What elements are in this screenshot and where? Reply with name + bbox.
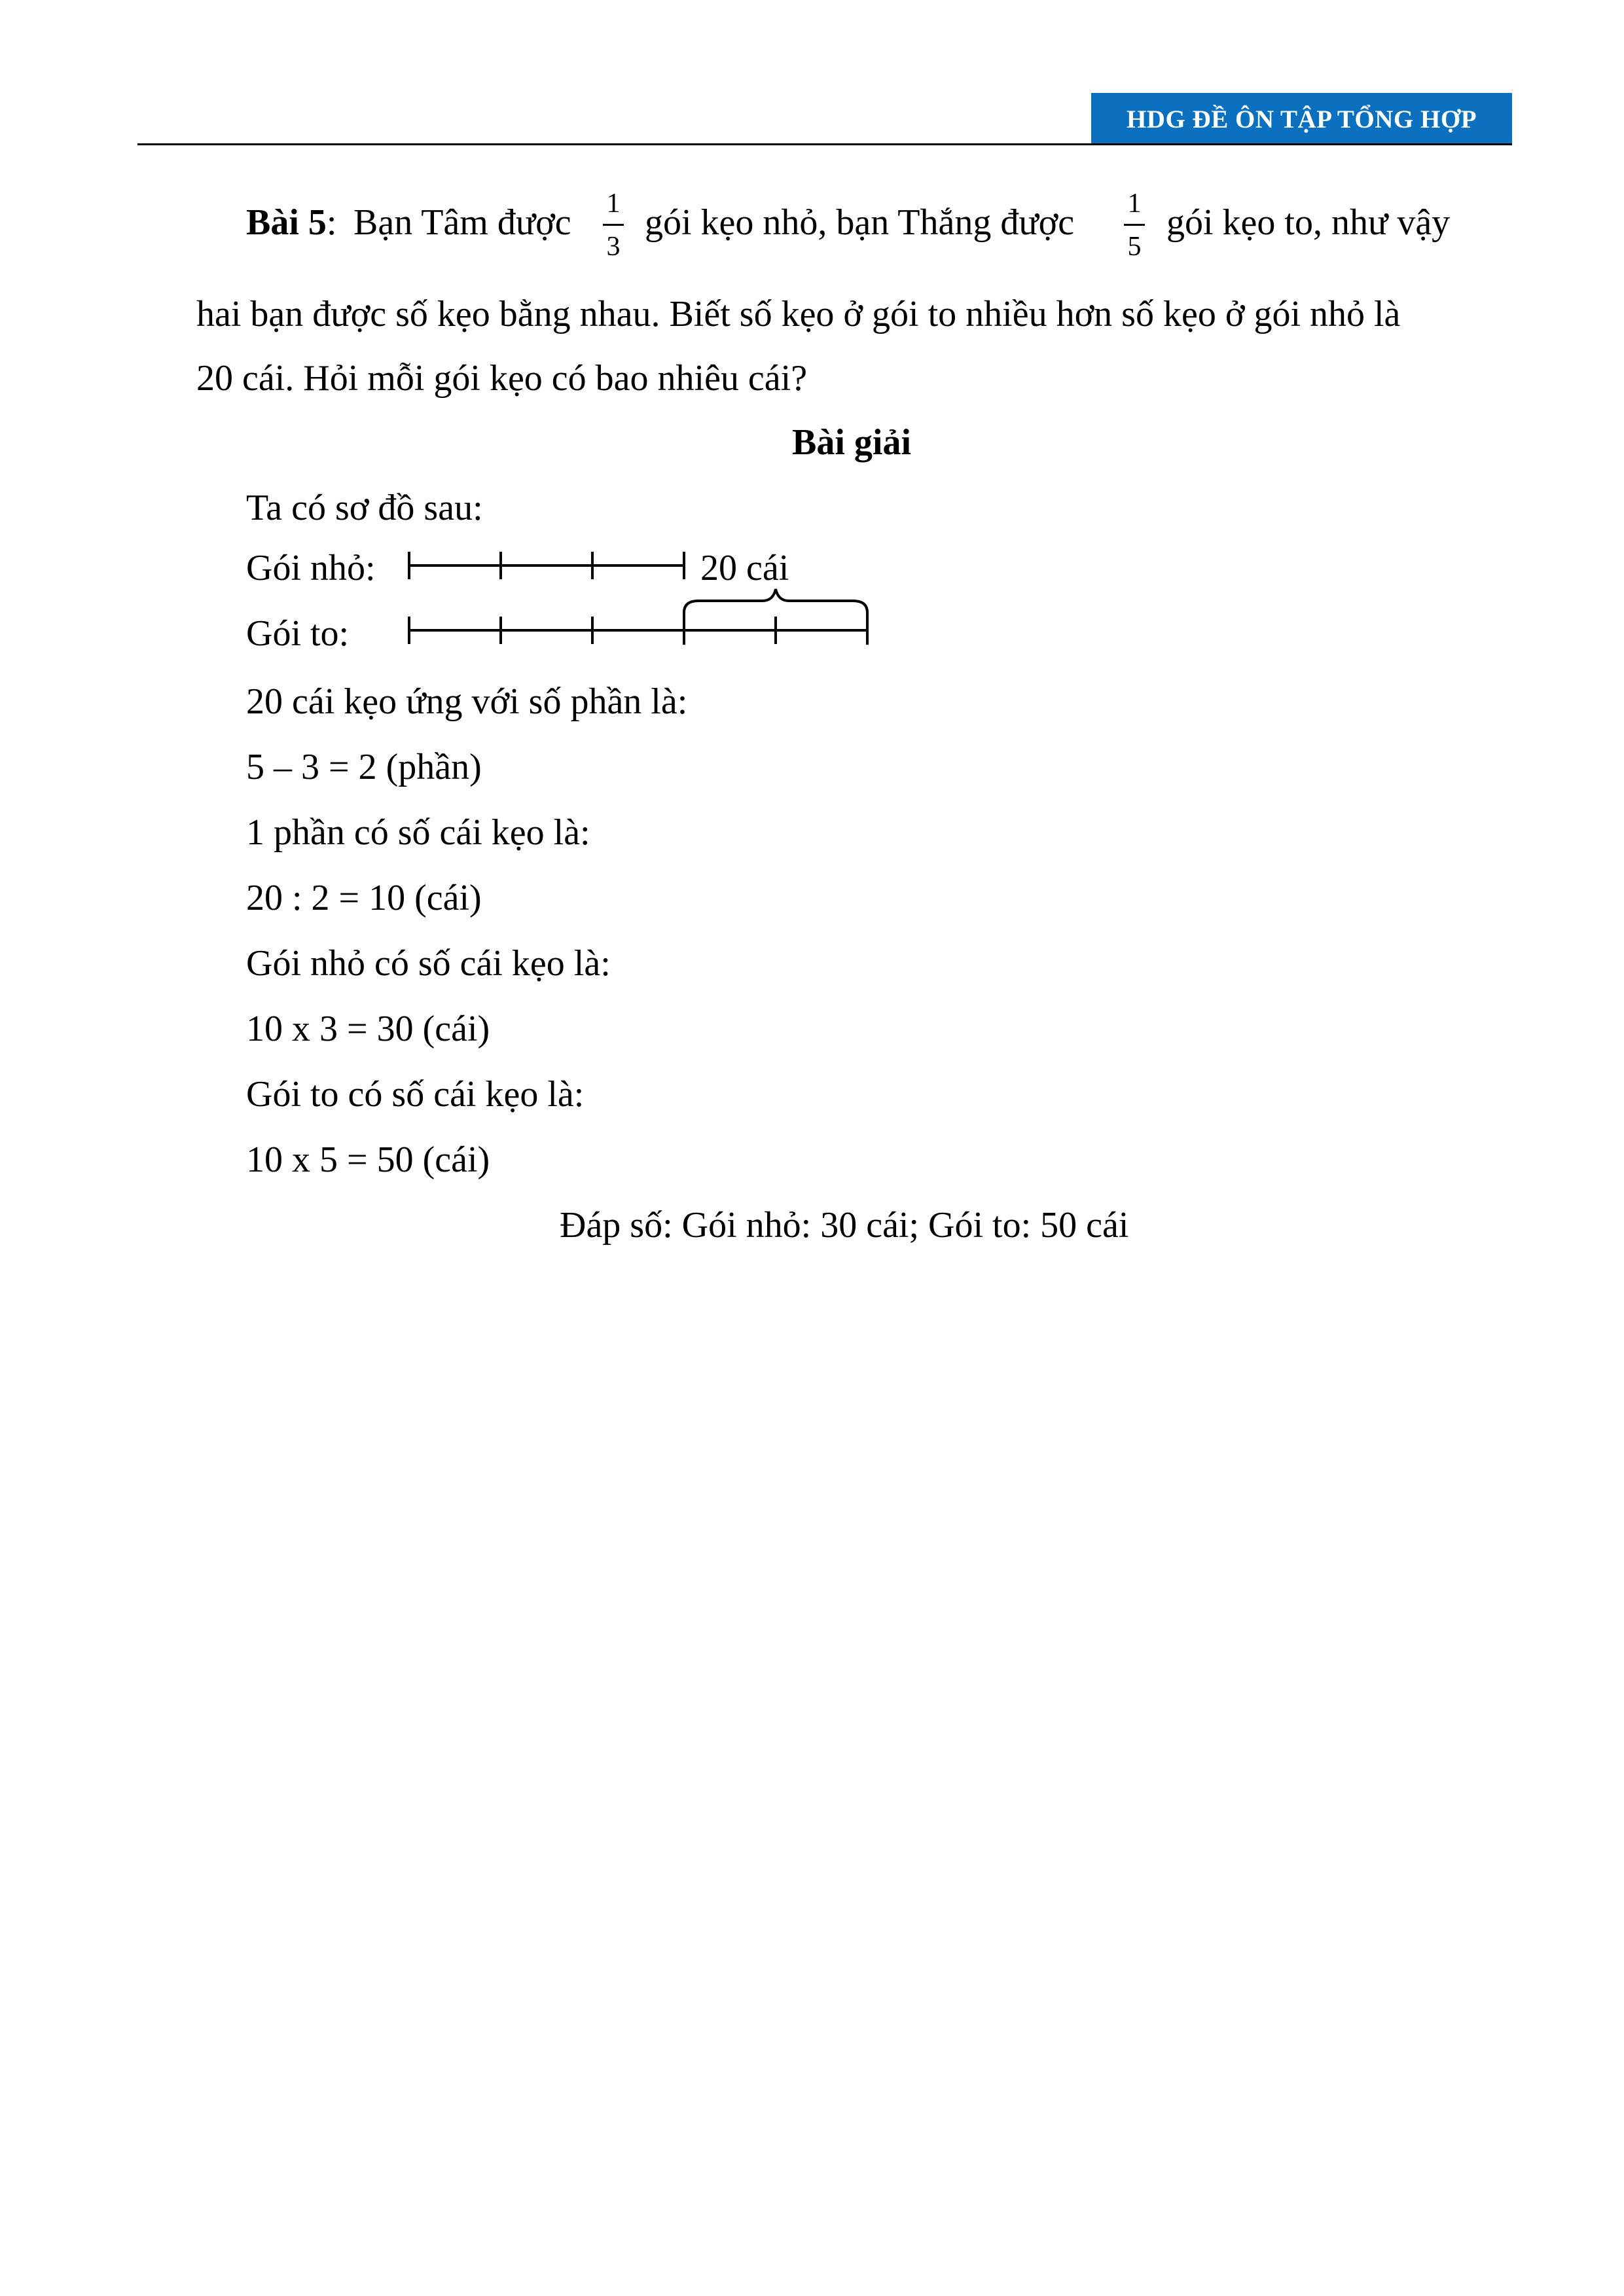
problem-text-line-2: hai bạn được số kẹo bằng nhau. Biết số kẹo ở gói to nhiều hơn số kẹo ở gói nhỏ là [196, 294, 1401, 334]
problem-text-1: Bạn Tâm được [353, 202, 571, 243]
step-6: 10 x 3 = 30 (cái) [246, 1009, 490, 1049]
fraction-2-denominator: 5 [1127, 232, 1142, 262]
solution-intro: Ta có sơ đồ sau: [246, 488, 483, 528]
step-2: 5 – 3 = 2 (phần) [246, 747, 482, 787]
fraction-2-numerator: 1 [1127, 188, 1142, 219]
step-1: 20 cái kẹo ứng với số phần là: [246, 681, 688, 722]
fraction-1-denominator: 3 [606, 232, 621, 262]
fraction-1-numerator: 1 [606, 188, 621, 219]
step-7: Gói to có số cái kẹo là: [246, 1074, 585, 1115]
problem-label: Bài 5: [246, 202, 337, 243]
step-4: 20 : 2 = 10 (cái) [246, 878, 482, 918]
step-3: 1 phần có số cái kẹo là: [246, 812, 590, 853]
final-answer: Đáp số: Gói nhỏ: 30 cái; Gói to: 50 cái [560, 1205, 1129, 1246]
small-pack-label: Gói nhỏ: [246, 548, 376, 588]
solution-title: Bài giải [792, 422, 912, 463]
step-5: Gói nhỏ có số cái kẹo là: [246, 943, 611, 984]
difference-label: 20 cái [700, 548, 789, 588]
step-8: 10 x 5 = 50 (cái) [246, 1139, 490, 1180]
problem-text-2: gói kẹo nhỏ, bạn Thắng được [645, 202, 1075, 243]
problem-text-line-3: 20 cái. Hỏi mỗi gói kẹo có bao nhiêu cái? [196, 358, 808, 399]
header-title: HDG ĐỀ ÔN TẬP TỔNG HỢP [1126, 105, 1477, 134]
problem-text-3: gói kẹo to, như vậy [1166, 202, 1451, 243]
big-pack-label: Gói to: [246, 613, 350, 654]
